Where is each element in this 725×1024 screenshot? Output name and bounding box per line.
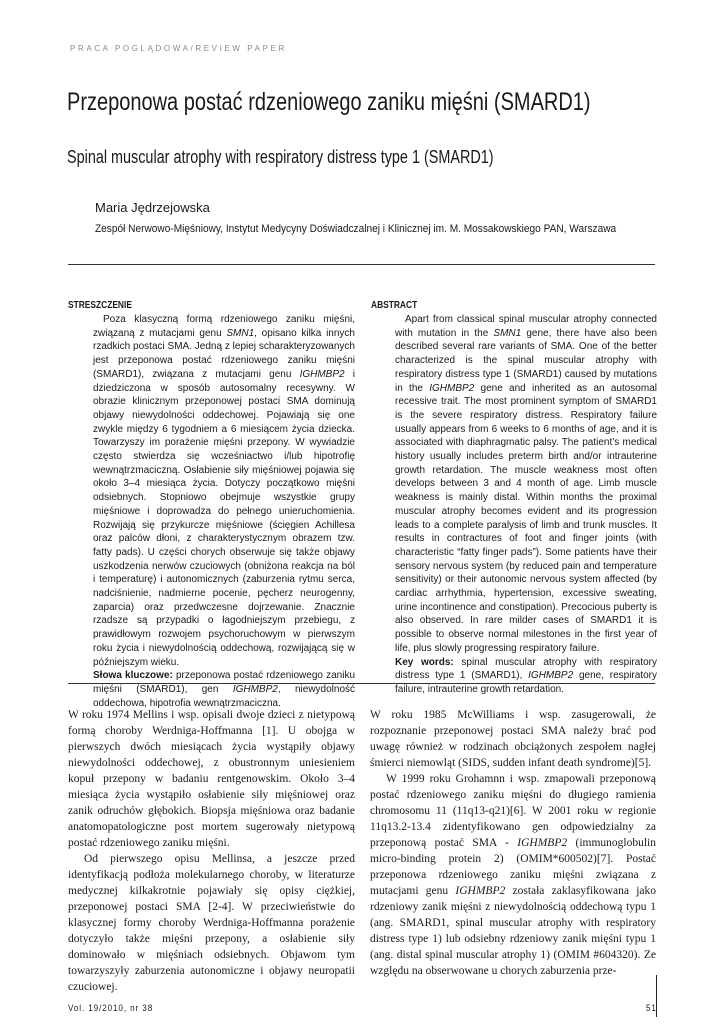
gene-name: SMN1 [493,327,522,339]
article-subtitle: Spinal muscular atrophy with respiratory distress type 1 (SMARD1) [67,147,494,167]
body-paragraph: W roku 1974 Mellins i wsp. opisali dwoje dzieci z nietypową formą choroby Werdniga-Hoffmanna [1]. U obojga w pierwszych dwóch miesiącach życia wystąpiły objawy niewydolności oddechowej, z obustronnym uniesieniem kopuł przepony w badaniu rentgenowskim. Około 3–4 miesiąca życia wystąpiło osłabienie siły mięśniowej oraz zanik odruchów głębokich. Biopsja mięśniowa oraz badanie anatomopatologiczne post mortem sugerowały nietypową postać rdzeniowego zaniku mięśni. [68,709,355,849]
keywords-label: Słowa kluczowe: [93,670,173,682]
body-paragraph: W 1999 roku Grohamnn i wsp. zmapowali przeponową postać rdzeniowego zaniku mięśni do długiego ramienia chromosomu 11 (11q13-q21)[6]. W 2001 roku w regionie 11q13.2-13.4 zidentyfikowano gen odpowiedzialny za przeponową postać SMA - IGHMBP2 (immunoglobulin micro-binding protein 2) (OMIM*600502)[7]. Postać przeponowa rdzeniowego zaniku mięśni związana z mutacjami genu IGHMBP2 została zaklasyfikowana jako rdzeniowy zanik mięśni z niewydolnością oddechową typu 1 (ang. SMARD1, spinal muscular atrophy with respiratory distress type 1) lub odsiebny rdzeniowy zanik mięśni typu 1 (ang. distal spinal muscular atrophy 1) (OMIM #604320). Ze względu na obserwowane u chorych zaburzenia prze- [370,773,657,977]
abstract-heading: ABSTRACT [371,299,418,311]
page-number: 51 [646,1003,657,1013]
top-divider [68,264,655,265]
body-column-left [68,707,355,995]
keywords-label: Key words: [395,656,454,668]
streszczenie-heading: STRESZCZENIE [68,299,132,311]
journal-issue: Vol. 19/2010, nr 38 [68,1003,154,1013]
abstract-keywords: Key words: spinal muscular atrophy with respiratory distress type 1 (SMARD1), IGHMBP2 gene, respiratory failure, intrauterine growth retardation. [395,656,657,695]
body-column-right [370,707,656,979]
section-label: PRACA POGLĄDOWA/REVIEW PAPER [70,44,287,53]
author-affiliation: Zespół Nerwowo-Mięśniowy, Instytut Medycyny Doświadczalnej i Klinicznej im. M. Mossakowskiego PAN, Warszawa [95,223,617,235]
article-title: Przeponowa postać rdzeniowego zaniku mięśni (SMARD1) [67,88,591,116]
gene-name: IGHMBP2 [232,683,278,695]
streszczenie-keywords: Słowa kluczowe: przeponowa postać rdzeniowego zaniku mięśni (SMARD1), gen IGHMBP2, niewydolność oddechowa, hipotrofia wewnątrzmaciczna. [93,670,356,709]
gene-name: IGHMBP2 [528,670,574,682]
gene-name: SMN1 [226,327,255,339]
gene-name: IGHMBP2 [299,368,345,380]
middle-divider [68,683,655,684]
streszczenie-paragraph: Poza klasyczną formą rdzeniowego zaniku mięśni, związaną z mutacjami genu SMN1, opisano kilka innych rzadkich postaci SMA. Jedną z lepiej scharakteryzowanych jest przeponowa postać rdzeniowego zaniku mięśni (SMARD1), związana z mutacjami genu IGHMBP2 i dziedziczona w sposób autosomalny recesywny. W obrazie klinicznym przeponowej postaci SMA dominują objawy niewydolności oddechowej. Pojawiają się one zwykle między 6 tygodniem a 6 miesiącem życia dziecka. Towarzyszy im porażenie mięśni przepony. W wywiadzie często stwierdza się wcześniactwo i/lub hipotrofię wewnątrzmaciczną. Osłabienie siły mięśniowej pojawia się około 3–4 miesiąca życia. Dotyczy początkowo mięśni odsiebnych. Stopniowo obejmuje wszystkie grupy mięśniowe i doprowadza do pełnego unieruchomienia. Rozwijają się przykurcze mięśniowe (ścięgien Achillesa oraz palców dłoni, z charakterystycznym obrazem tzw. fatty pads). U części chorych obserwuje się także objawy uszkodzenia nerwów czuciowych (obniżona reakcja na ból i temperaturę) i autonomicznych (zaburzenia rytmu serca, nadciśnienie, nadmierne pocenie, pęcherz neurogenny, zaparcia) oraz przedwczesne dojrzewanie. Znacznie rzadsze są przypadki o łagodniejszym przebiegu, z prawidłowym rozwojem psychoruchowym w pierwszym roku życia i niewydolnością oddechową, rozwijającą się w późniejszym wieku. [93,314,356,668]
gene-name: IGHMBP2 [429,382,475,394]
gene-name: IGHMBP2 [455,885,506,897]
abstract-paragraph: Apart from classical spinal muscular atrophy connected with mutation in the SMN1 gene, there have also been described several rare variants of SMA. One of the better characterized is the spinal muscular atrophy with respiratory distress type 1 (SMARD1) caused by mutations in the IGHMBP2 gene and inherited as an autosomal recessive trait. The most prominent symptom of SMARD1 is the severe respiratory distress. Respiratory failure usually appears from 6 weeks to 6 months of age, and it is associated with diaphragmatic palsy. The patient’s medical history usually includes preterm birth and/or intrauterine growth retardation. The muscle weakness most often develops between 3 and 4 month of age. Limb muscle weakness is mainly distal. Within months the proximal muscular atrophy becomes evident and its progression leads to a complete paralysis of limb and trunk muscles. It results in contractures of foot and finger joints (with characteristic “fatty finger pads”). Some patients have their sensory nervous system (by reduced pain and temperature sensitivity) or their autonomic nervous system affected (by cardiac arrhythmia, hypertension, excessive sweating, urine incontinence and constipation). Precocious puberty is also observed. In rare milder cases of SMARD1 it is possible to observe normal milestones in the first year of life, plus slowly progressing respiratory failure. [395,314,658,654]
body-paragraph: W roku 1985 McWilliams i wsp. zasugerowali, że rozpoznanie przeponowej postaci SMA należy brać pod uwagę również w rodzinach obciążonych zespołem nagłej śmierci niemowląt (SIDS, sudden infant death syndrome)[5]. [370,709,656,769]
author-name: Maria Jędrzejowska [95,200,210,215]
gene-name: IGHMBP2 [517,837,568,849]
body-paragraph: Od pierwszego opisu Mellinsa, a jeszcze przed identyfikacją podłoża molekularnego choroby, w literaturze medycznej kilkakrotnie pojawiały się opisy ciężkiej, przeponowej postaci SMA [2-4]. W przeciwieństwie do klasycznej formy choroby Werdniga-Hoffmanna porażenie dotyczyło także mięśni przepony, a osłabienie siły dominowało w mięśniach odsiebnych. Objawom tym towarzyszyły zaburzenia autonomiczne i objawy neuropatii czuciowej. [68,853,355,993]
abstract-body [395,313,657,697]
streszczenie-body [93,313,355,710]
